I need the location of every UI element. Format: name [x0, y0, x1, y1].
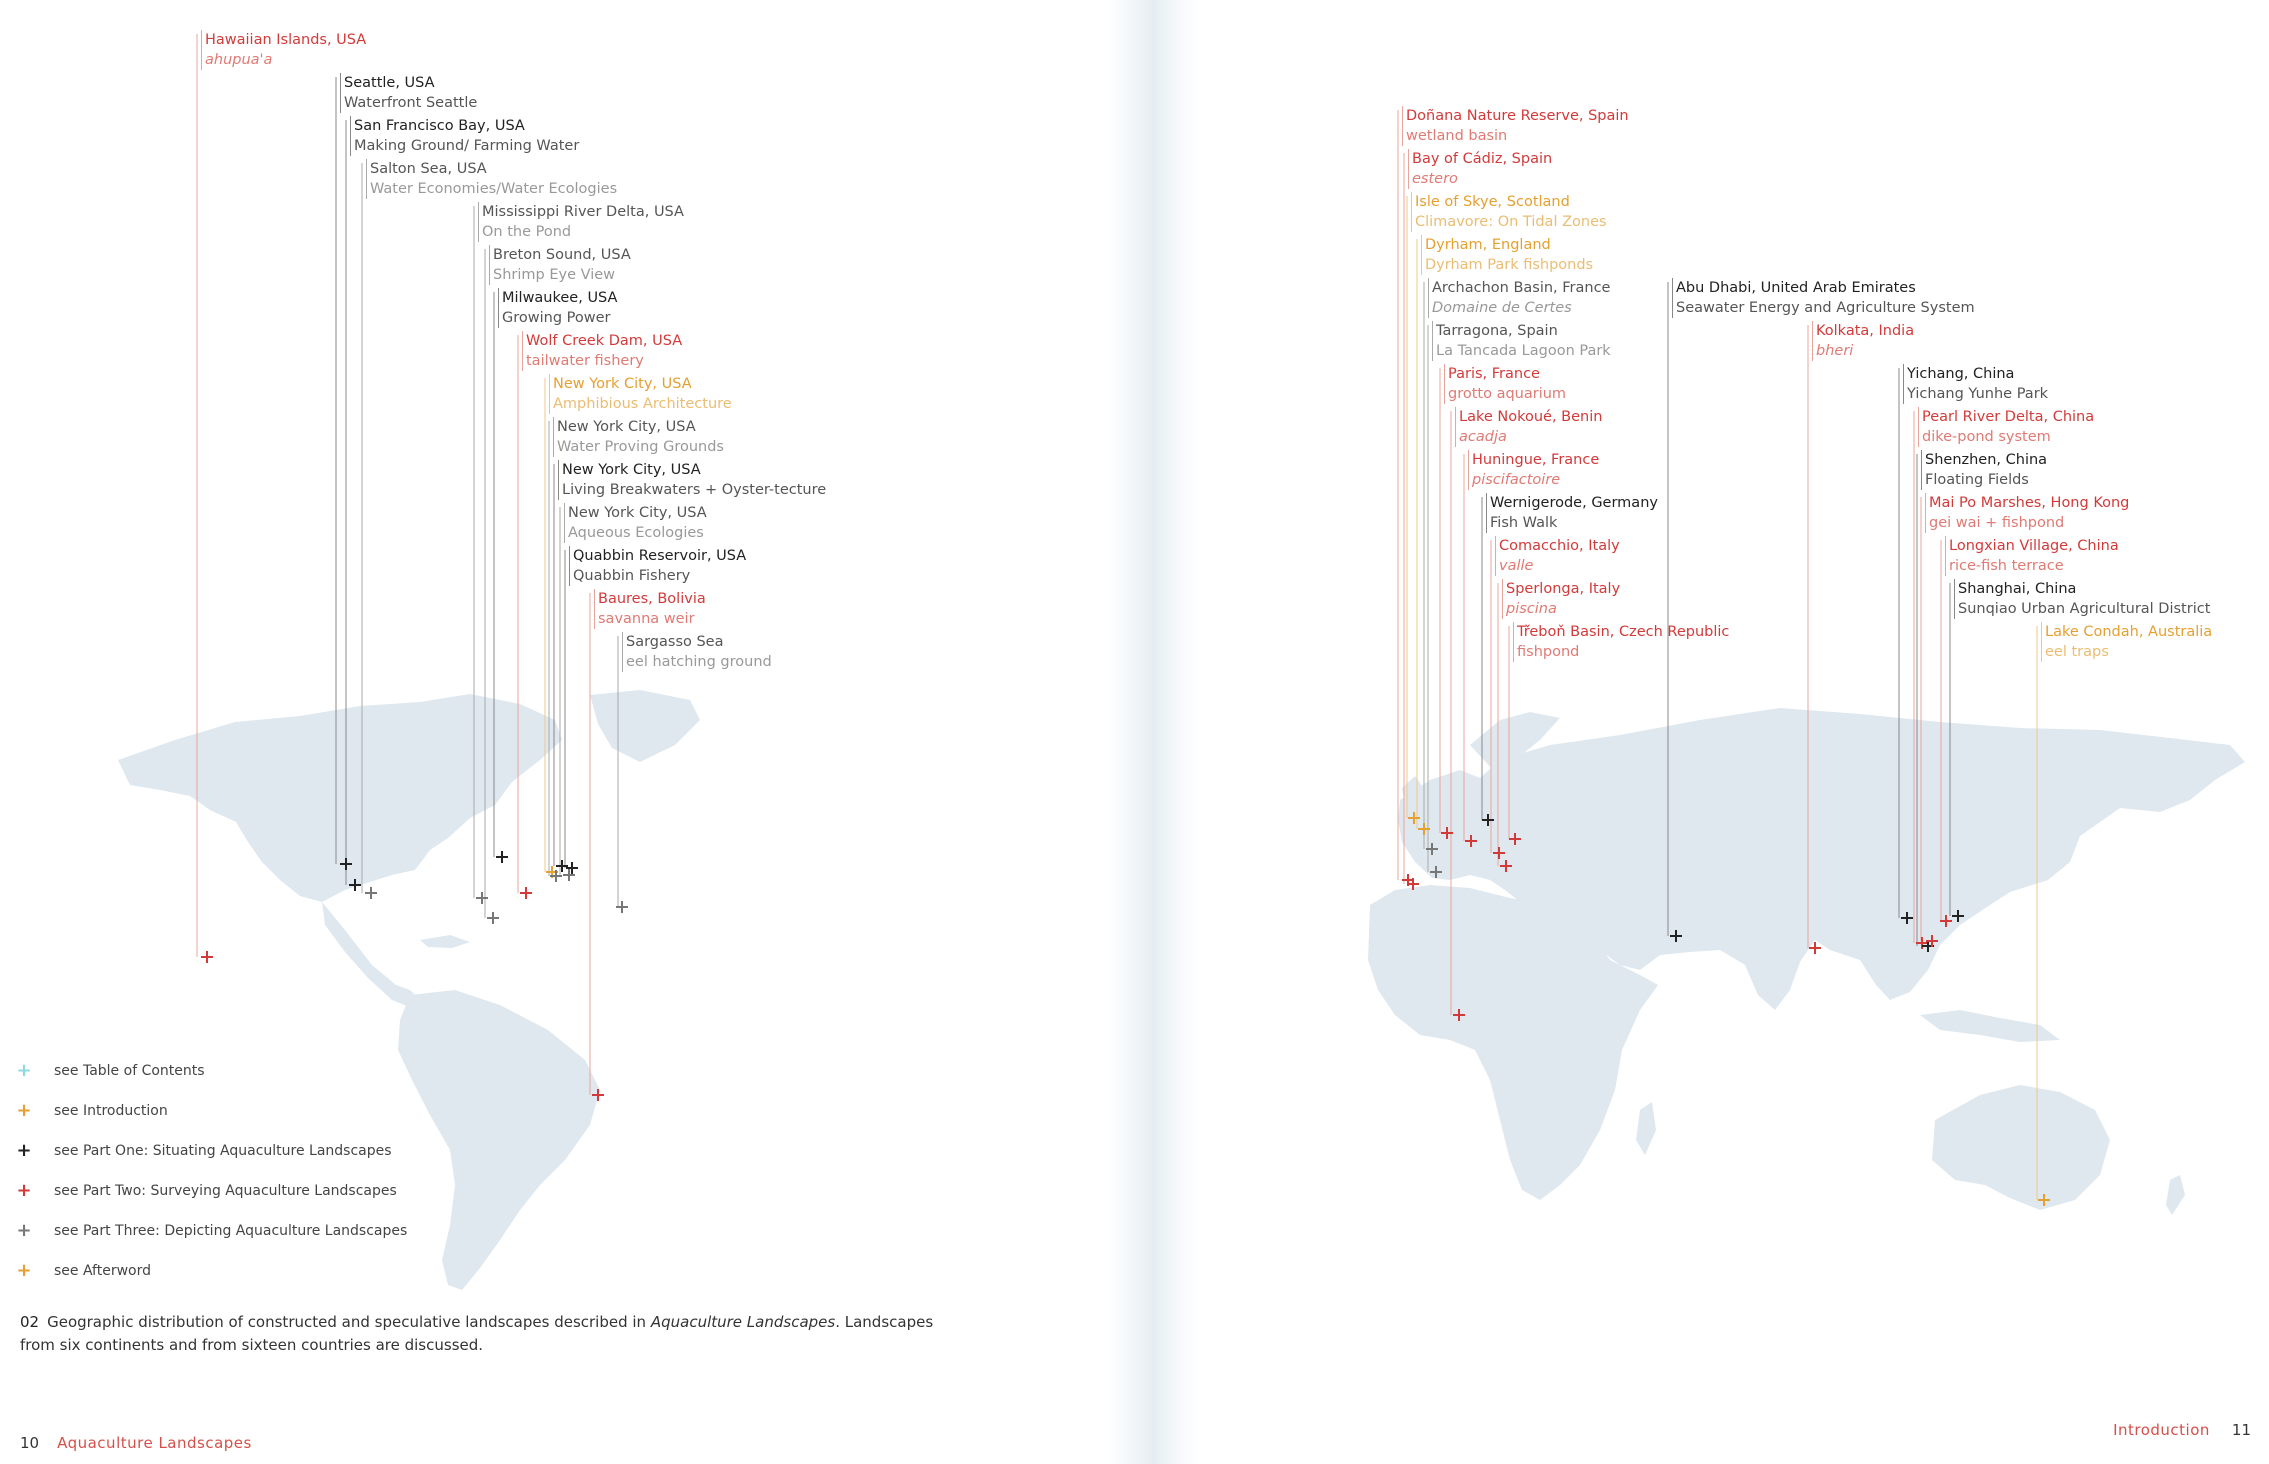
- site-place: Shenzhen, China: [1925, 452, 2048, 468]
- site-place: Comacchio, Italy: [1499, 538, 1620, 554]
- site-place: Tarragona, Spain: [1436, 323, 1558, 339]
- site-place: Yichang, China: [1907, 366, 2015, 382]
- site-marker: [520, 887, 532, 899]
- site-label: [1903, 364, 2048, 404]
- site-place: Hawaiian Islands, USA: [205, 32, 367, 48]
- site-label: [1954, 579, 2210, 619]
- site-place: Sargasso Sea: [626, 634, 724, 650]
- site-place: Třeboň Basin, Czech Republic: [1517, 624, 1730, 640]
- site-label: [1468, 450, 1599, 490]
- site-project: Waterfront Seattle: [344, 95, 478, 111]
- plus-icon: +: [16, 1140, 32, 1161]
- site-label: [553, 417, 724, 457]
- site-label: [1918, 407, 2094, 447]
- site-project: Water Proving Grounds: [557, 439, 724, 455]
- site-label: [1812, 321, 1914, 361]
- old-world-landmass: [1368, 708, 2245, 1215]
- site-label: [366, 159, 617, 199]
- figure-number: 02: [20, 1313, 40, 1331]
- site-project: savanna weir: [598, 611, 695, 627]
- legend-text: see Afterword: [54, 1263, 152, 1279]
- site-place: Sperlonga, Italy: [1506, 581, 1621, 597]
- site-label: [1502, 579, 1620, 619]
- north-america-shape: [118, 694, 562, 902]
- site-project: Fish Walk: [1490, 515, 1558, 531]
- site-place: Archachon Basin, France: [1432, 280, 1611, 296]
- legend-text: see Part Two: Surveying Aquaculture Landscapes: [54, 1183, 397, 1199]
- site-place: New York City, USA: [568, 505, 707, 521]
- site-project: Domaine de Certes: [1432, 300, 1572, 316]
- site-label: [1672, 278, 1975, 318]
- site-project: gei wai + fishpond: [1929, 515, 2065, 531]
- site-place: Pearl River Delta, China: [1922, 409, 2095, 425]
- site-project: grotto aquarium: [1448, 386, 1567, 402]
- southeast-asia-islands-shape: [1920, 1010, 2060, 1042]
- site-label: [1921, 450, 2047, 490]
- legend-text: see Part One: Situating Aquaculture Landscapes: [54, 1143, 392, 1159]
- caption-text: Geographic distribution of constructed and speculative landscapes described in: [47, 1313, 651, 1331]
- site-place: New York City, USA: [562, 462, 701, 478]
- site-label: [1428, 278, 1610, 318]
- site-place: Isle of Skye, Scotland: [1415, 194, 1570, 210]
- site-project: estero: [1412, 171, 1458, 187]
- site-project: La Tancada Lagoon Park: [1436, 343, 1611, 359]
- site-place: Huningue, France: [1472, 452, 1600, 468]
- site-project: Quabbin Fishery: [573, 568, 691, 584]
- site-label: [549, 374, 732, 414]
- site-project: Making Ground/ Farming Water: [354, 138, 580, 154]
- site-place: Seattle, USA: [344, 75, 435, 91]
- site-label: [1513, 622, 1729, 662]
- site-label: [594, 589, 706, 629]
- legend-text: see Introduction: [54, 1103, 168, 1119]
- site-marker: [563, 869, 575, 881]
- site-label: [1925, 493, 2129, 533]
- south-america-shape: [398, 990, 600, 1290]
- site-project: ahupua'a: [205, 52, 273, 68]
- caption-text-end: . Landscapes from six continents and from sixteen countries are discussed.: [20, 1313, 934, 1354]
- plus-icon: +: [16, 1180, 32, 1201]
- site-marker: [556, 860, 568, 872]
- running-title: Introduction: [2113, 1421, 2210, 1439]
- site-project: wetland basin: [1406, 128, 1508, 144]
- site-place: Lake Condah, Australia: [2045, 624, 2213, 640]
- plus-icon: +: [16, 1260, 32, 1281]
- site-project: piscina: [1506, 601, 1557, 617]
- site-label: [522, 331, 682, 371]
- madagascar-shape: [1636, 1102, 1656, 1155]
- site-place: Bay of Cádiz, Spain: [1412, 151, 1553, 167]
- site-place: Abu Dhabi, United Arab Emirates: [1676, 280, 1916, 296]
- site-project: dike-pond system: [1922, 429, 2051, 445]
- site-project: Shrimp Eye View: [493, 267, 616, 283]
- site-label: [558, 460, 826, 500]
- figure-caption: [20, 1311, 940, 1357]
- site-label: [498, 288, 617, 328]
- site-label: [1408, 149, 1552, 189]
- plus-icon: +: [16, 1100, 32, 1121]
- site-label: [1444, 364, 1566, 404]
- site-place: Shanghai, China: [1958, 581, 2077, 597]
- site-place: New York City, USA: [553, 376, 692, 392]
- site-project: Climavore: On Tidal Zones: [1415, 214, 1607, 230]
- site-label: [1421, 235, 1593, 275]
- site-project: Sunqiao Urban Agricultural District: [1958, 601, 2211, 617]
- site-label: [564, 503, 707, 543]
- site-project: Yichang Yunhe Park: [1907, 386, 2049, 402]
- folio-left: [20, 1434, 252, 1452]
- site-label: [340, 73, 477, 113]
- site-place: Wolf Creek Dam, USA: [526, 333, 683, 349]
- site-label: [1486, 493, 1658, 533]
- site-label: [1411, 192, 1607, 232]
- site-place: Wernigerode, Germany: [1490, 495, 1658, 511]
- site-place: Milwaukee, USA: [502, 290, 618, 306]
- site-place: San Francisco Bay, USA: [354, 118, 525, 134]
- page-number: 10: [20, 1434, 40, 1452]
- running-title: Aquaculture Landscapes: [57, 1434, 252, 1452]
- site-project: fishpond: [1517, 644, 1580, 660]
- site-label: [1402, 106, 1629, 146]
- plus-icon: +: [16, 1060, 32, 1081]
- plus-icon: +: [16, 1220, 32, 1241]
- site-project: eel traps: [2045, 644, 2109, 660]
- site-marker: [487, 912, 499, 924]
- page-number: 11: [2231, 1421, 2251, 1439]
- site-place: Baures, Bolivia: [598, 591, 706, 607]
- site-project: Seawater Energy and Agriculture System: [1676, 300, 1975, 316]
- site-project: On the Pond: [482, 224, 572, 240]
- australia-shape: [1932, 1085, 2110, 1210]
- site-marker: [566, 862, 578, 874]
- site-place: Dyrham, England: [1425, 237, 1551, 253]
- site-project: valle: [1499, 558, 1534, 574]
- site-project: acadja: [1459, 429, 1507, 445]
- site-place: Doñana Nature Reserve, Spain: [1406, 108, 1629, 124]
- site-label: [2041, 622, 2212, 662]
- site-project: Living Breakwaters + Oyster-tecture: [562, 482, 827, 498]
- site-label: [201, 30, 366, 70]
- site-project: Water Economies/Water Ecologies: [370, 181, 618, 197]
- site-label: [489, 245, 631, 285]
- site-project: Amphibious Architecture: [553, 396, 732, 412]
- caribbean-islands-shape: [420, 935, 470, 948]
- new-zealand-shape: [2166, 1175, 2185, 1215]
- site-place: Mississippi River Delta, USA: [482, 204, 684, 220]
- site-place: Longxian Village, China: [1949, 538, 2119, 554]
- site-label: [1432, 321, 1611, 361]
- site-label: [622, 632, 772, 672]
- site-marker: [201, 951, 213, 963]
- site-label: [350, 116, 579, 156]
- site-project: eel hatching ground: [626, 654, 772, 670]
- legend-text: see Part Three: Depicting Aquaculture Landscapes: [54, 1223, 408, 1239]
- folio-right: [2113, 1421, 2251, 1439]
- site-label: [1945, 536, 2119, 576]
- caption-book-title: Aquaculture Landscapes: [650, 1313, 836, 1331]
- legend-text: see Table of Contents: [54, 1063, 205, 1079]
- site-project: Dyrham Park fishponds: [1425, 257, 1594, 273]
- site-project: Aqueous Ecologies: [568, 525, 704, 541]
- site-project: rice-fish terrace: [1949, 558, 2064, 574]
- site-label: [1495, 536, 1620, 576]
- site-place: Quabbin Reservoir, USA: [573, 548, 747, 564]
- site-place: Lake Nokoué, Benin: [1459, 409, 1603, 425]
- site-project: bheri: [1816, 343, 1854, 359]
- site-place: Paris, France: [1448, 366, 1540, 382]
- site-marker: [476, 892, 488, 904]
- site-project: Floating Fields: [1925, 472, 2029, 488]
- site-marker: [365, 887, 377, 899]
- site-place: Breton Sound, USA: [493, 247, 631, 263]
- site-place: New York City, USA: [557, 419, 696, 435]
- site-place: Salton Sea, USA: [370, 161, 487, 177]
- site-project: Growing Power: [502, 310, 611, 326]
- site-label: [478, 202, 684, 242]
- central-america-shape: [322, 902, 420, 1008]
- site-marker: [496, 851, 508, 863]
- site-label: [1455, 407, 1602, 447]
- site-project: tailwater fishery: [526, 353, 644, 369]
- greenland-shape: [590, 690, 700, 762]
- site-label: [569, 546, 746, 586]
- site-project: piscifactoire: [1472, 472, 1561, 488]
- site-place: Mai Po Marshes, Hong Kong: [1929, 495, 2130, 511]
- site-place: Kolkata, India: [1816, 323, 1915, 339]
